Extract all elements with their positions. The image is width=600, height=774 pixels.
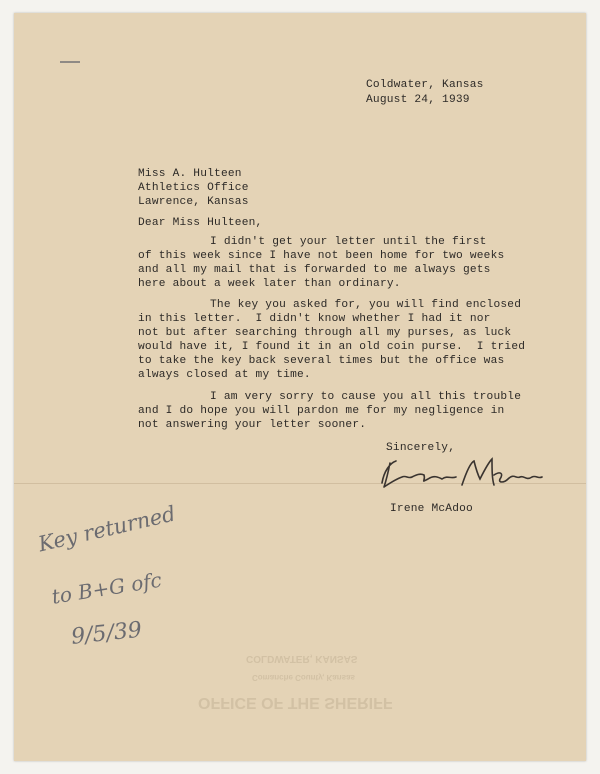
- body-line: not answering your letter sooner.: [138, 419, 367, 431]
- body-line: of this week since I have not been home for two weeks: [138, 250, 505, 262]
- signature: [376, 453, 546, 495]
- recipient-office: Athletics Office: [138, 182, 249, 194]
- hole-mark: [60, 61, 80, 63]
- recipient-city: Lawrence, Kansas: [138, 196, 249, 208]
- body-line: The key you asked for, you will find enclosed: [210, 299, 522, 311]
- body-line: here about a week later than ordinary.: [138, 278, 401, 290]
- letter-place: Coldwater, Kansas: [366, 79, 484, 91]
- body-line: to take the key back several times but the office was: [138, 355, 505, 367]
- show-through-line: Comanche County, Kansas: [252, 673, 355, 682]
- body-line: and all my mail that is forwarded to me always gets: [138, 264, 491, 276]
- body-line: in this letter. I didn't know whether I had it nor: [138, 313, 491, 325]
- body-line: not but after searching through all my purses, as luck: [138, 327, 512, 339]
- show-through-line: OFFICE OF THE SHERIFF: [198, 694, 393, 711]
- body-line: I didn't get your letter until the first: [210, 236, 487, 248]
- closing: Sincerely,: [386, 442, 456, 454]
- body-line: would have it, I found it in an old coin purse. I tried: [138, 341, 526, 353]
- salutation: Dear Miss Hulteen,: [138, 217, 263, 229]
- annotation-line: to B+G ofc: [50, 567, 164, 609]
- body-line: and I do hope you will pardon me for my negligence in: [138, 405, 505, 417]
- body-line: always closed at my time.: [138, 369, 311, 381]
- typed-name: Irene McAdoo: [390, 503, 473, 515]
- body-line: I am very sorry to cause you all this trouble: [210, 391, 522, 403]
- annotation-line: 9/5/39: [70, 617, 144, 650]
- signature-text: Irene McAdoo: [380, 493, 388, 494]
- letter-date: August 24, 1939: [366, 94, 470, 106]
- letter-page: [14, 13, 586, 761]
- annotation-line: Key returned: [36, 501, 178, 557]
- show-through-line: COLDWATER, KANSAS: [246, 653, 358, 664]
- recipient-name: Miss A. Hulteen: [138, 168, 242, 180]
